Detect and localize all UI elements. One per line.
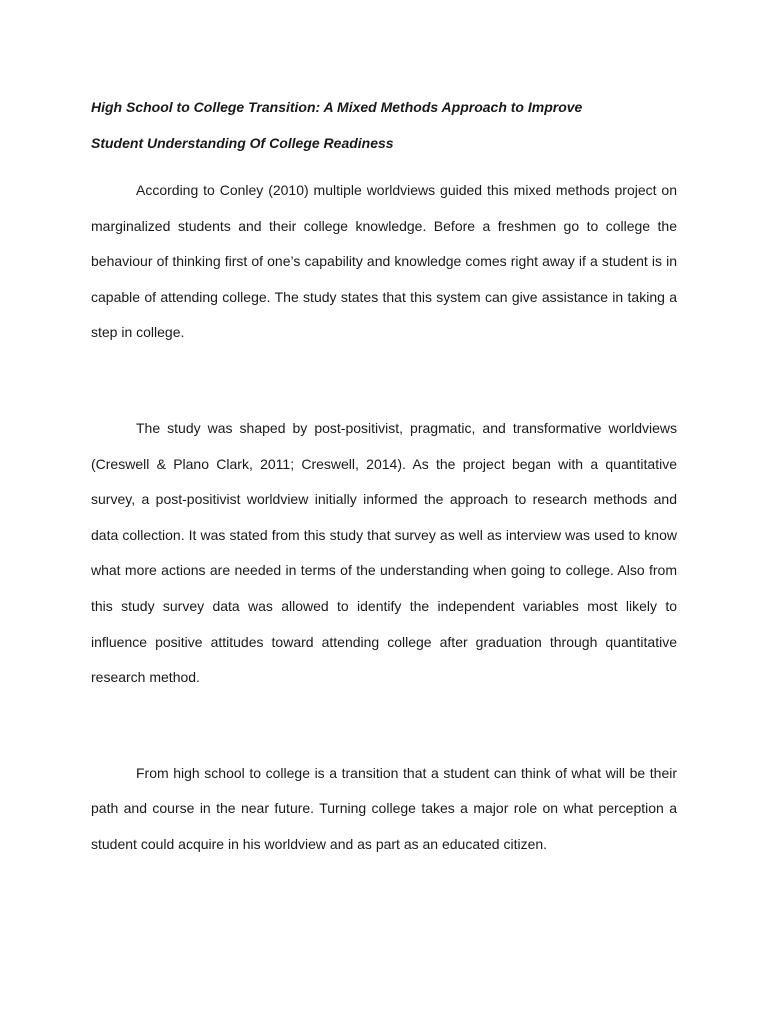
document-title bbox=[91, 89, 677, 161]
title-line-1: High School to College Transition: A Mixed Methods Approach to Improve bbox=[91, 99, 583, 115]
paragraph-2: The study was shaped by post-positivist, pragmatic, and transformative worldviews (Creswell & Plano Clark, 2011; Creswell, 2014). As the project began with a quantitative survey, a post-positivist worldview initially informed the approach to research methods and data collection. It was stated from this study that survey as well as interview was used to know what more actions are needed in terms of the understanding when going to college. Also from this study survey data was allowed to identify the independent variables most likely to influence positive attitudes toward attending college after graduation through quantitative research method. bbox=[91, 419, 677, 686]
title-line-2: Student Understanding Of College Readiness bbox=[91, 135, 394, 151]
paragraph-1: According to Conley (2010) multiple worldviews guided this mixed methods project on marginalized students and their college knowledge. Before a freshmen go to college the behaviour of thinking first of one’s capability and knowledge comes right away if a student is in capable of attending college. The study states that this system can give assistance in taking a step in college. bbox=[91, 182, 677, 341]
document-body bbox=[91, 173, 677, 863]
paragraph-3: From high school to college is a transition that a student can think of what will be their path and course in the near future. Turning college takes a major role on what perception a student could acquire in his worldview and as part as an educated citizen. bbox=[91, 764, 677, 852]
